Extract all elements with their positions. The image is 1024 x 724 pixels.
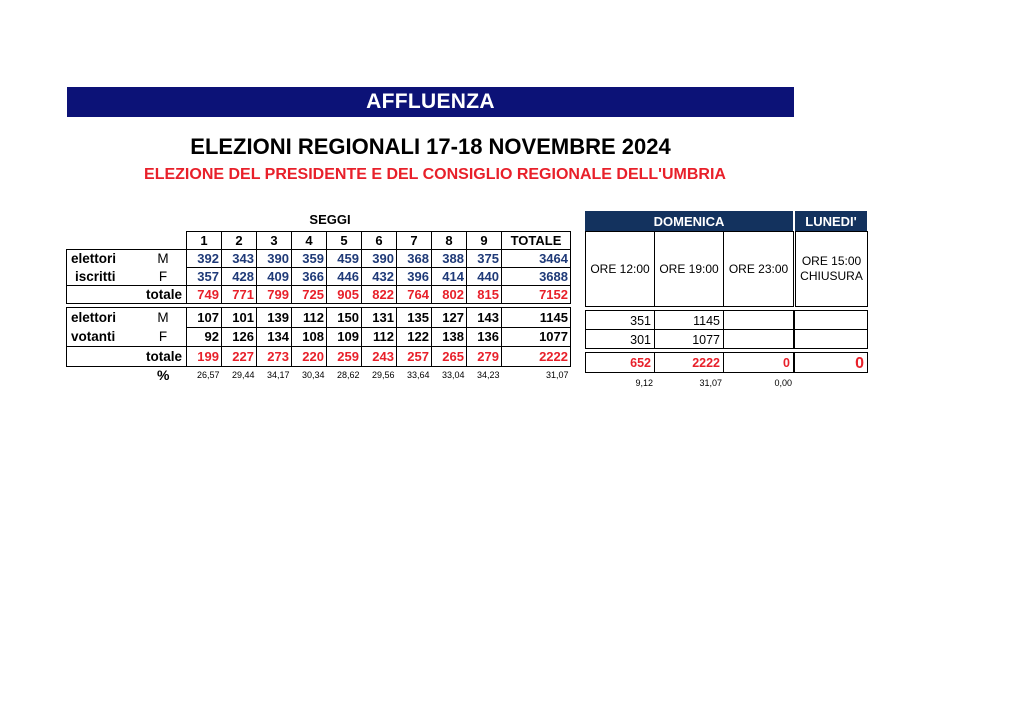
cell: 150 xyxy=(327,308,362,328)
cell: 134 xyxy=(257,327,292,347)
cell: 126 xyxy=(222,327,257,347)
chiusura-label: CHIUSURA xyxy=(800,269,863,283)
table-row-total xyxy=(67,347,571,367)
cell: 227 xyxy=(222,347,257,367)
table-row xyxy=(67,327,571,347)
cell: 101 xyxy=(222,308,257,328)
cell-pct: 33,64 xyxy=(406,370,430,380)
cell: 143 xyxy=(467,308,502,328)
cell: 220 xyxy=(292,347,327,367)
row-label-total: totale xyxy=(145,287,182,302)
cell: 815 xyxy=(467,286,502,304)
cell-total: 2222 xyxy=(502,347,571,367)
cell: 343 xyxy=(222,250,257,268)
pct-23: 0,00 xyxy=(774,378,792,388)
col-header: 8 xyxy=(432,232,467,250)
cell: 257 xyxy=(397,347,432,367)
page-subtitle: ELEZIONE DEL PRESIDENTE E DEL CONSIGLIO REGIONALE DELL'UMBRIA xyxy=(144,166,726,183)
cell: 139 xyxy=(257,308,292,328)
table-row xyxy=(67,250,571,268)
hour-19: ORE 19:00 xyxy=(654,231,724,307)
cell: 131 xyxy=(362,308,397,328)
row-sublabel: M xyxy=(157,251,169,267)
cell-f-15 xyxy=(794,329,868,349)
cell-tot-23: 0 xyxy=(723,352,794,373)
hour-12: ORE 12:00 xyxy=(585,231,655,307)
cell: 771 xyxy=(222,286,257,304)
cell-total: 3688 xyxy=(502,268,571,286)
cell: 390 xyxy=(362,250,397,268)
col-header: 7 xyxy=(397,232,432,250)
cell: 799 xyxy=(257,286,292,304)
cell: 392 xyxy=(187,250,222,268)
cell: 265 xyxy=(432,347,467,367)
cell: 822 xyxy=(362,286,397,304)
cell: 446 xyxy=(327,268,362,286)
cell: 108 xyxy=(292,327,327,347)
cell-tot-19: 2222 xyxy=(654,352,724,373)
cell-total: 3464 xyxy=(502,250,571,268)
cell-pct: 33,04 xyxy=(441,370,465,380)
cell: 396 xyxy=(397,268,432,286)
row-label-total: totale xyxy=(145,349,182,364)
cell: 905 xyxy=(327,286,362,304)
cell-pct: 26,57 xyxy=(196,370,220,380)
cell-pct: 30,34 xyxy=(301,370,325,380)
col-header: 5 xyxy=(327,232,362,250)
cell-pct: 34,17 xyxy=(266,370,290,380)
turnout-table xyxy=(66,231,571,383)
cell-m-23 xyxy=(723,310,794,330)
cell-m-19: 1145 xyxy=(654,310,724,330)
cell-m-12: 351 xyxy=(585,310,655,330)
row-sublabel: F xyxy=(158,329,168,344)
table-row xyxy=(67,308,571,328)
cell-f-23 xyxy=(723,329,794,349)
cell-pct: 34,23 xyxy=(476,370,500,380)
percent-label: % xyxy=(157,367,170,383)
cell-pct: 31,07 xyxy=(545,370,569,380)
row-label: elettori xyxy=(67,250,141,268)
hour-15-chiusura xyxy=(795,231,868,307)
header-lunedi: LUNEDI' xyxy=(795,211,867,231)
cell-total: 7152 xyxy=(502,286,571,304)
hour-23: ORE 23:00 xyxy=(723,231,794,307)
cell: 243 xyxy=(362,347,397,367)
cell: 749 xyxy=(187,286,222,304)
seggi-label: SEGGI xyxy=(309,212,351,227)
table-row xyxy=(67,268,571,286)
cell-pct: 29,56 xyxy=(371,370,395,380)
pct-12: 9,12 xyxy=(635,378,653,388)
row-label: votanti xyxy=(67,327,141,347)
row-label: elettori xyxy=(67,308,141,328)
cell: 375 xyxy=(467,250,502,268)
cell-f-12: 301 xyxy=(585,329,655,349)
cell: 279 xyxy=(467,347,502,367)
cell: 112 xyxy=(292,308,327,328)
cell: 357 xyxy=(187,268,222,286)
col-header: 6 xyxy=(362,232,397,250)
col-header: 3 xyxy=(257,232,292,250)
percent-row xyxy=(67,367,571,384)
cell: 459 xyxy=(327,250,362,268)
col-header: 4 xyxy=(292,232,327,250)
cell: 135 xyxy=(397,308,432,328)
cell: 428 xyxy=(222,268,257,286)
col-header: 2 xyxy=(222,232,257,250)
page-title: ELEZIONI REGIONALI 17-18 NOVEMBRE 2024 xyxy=(190,134,671,159)
cell: 107 xyxy=(187,308,222,328)
col-header: 1 xyxy=(187,232,222,250)
cell: 92 xyxy=(187,327,222,347)
cell: 359 xyxy=(292,250,327,268)
row-label: iscritti xyxy=(67,268,141,286)
cell-total: 1077 xyxy=(502,327,571,347)
hour-15-label: ORE 15:00 xyxy=(801,254,862,268)
cell: 366 xyxy=(292,268,327,286)
cell: 368 xyxy=(397,250,432,268)
banner: AFFLUENZA xyxy=(67,87,794,117)
cell-pct: 28,62 xyxy=(336,370,360,380)
header-domenica: DOMENICA xyxy=(585,211,793,231)
cell: 273 xyxy=(257,347,292,367)
cell-f-19: 1077 xyxy=(654,329,724,349)
header-row xyxy=(67,232,571,250)
cell: 409 xyxy=(257,268,292,286)
cell: 764 xyxy=(397,286,432,304)
cell: 138 xyxy=(432,327,467,347)
cell-tot-15: 0 xyxy=(794,352,868,373)
col-header-total: TOTALE xyxy=(502,232,571,250)
table-row-total xyxy=(67,286,571,304)
cell: 390 xyxy=(257,250,292,268)
cell-tot-12: 652 xyxy=(585,352,655,373)
row-sublabel: M xyxy=(157,310,169,325)
row-sublabel: F xyxy=(158,268,168,284)
cell: 199 xyxy=(187,347,222,367)
cell: 127 xyxy=(432,308,467,328)
cell-m-15 xyxy=(794,310,868,330)
cell: 259 xyxy=(327,347,362,367)
cell: 802 xyxy=(432,286,467,304)
cell: 725 xyxy=(292,286,327,304)
cell: 414 xyxy=(432,268,467,286)
cell: 136 xyxy=(467,327,502,347)
cell-pct: 29,44 xyxy=(231,370,255,380)
col-header: 9 xyxy=(467,232,502,250)
cell: 388 xyxy=(432,250,467,268)
cell: 109 xyxy=(327,327,362,347)
cell-total: 1145 xyxy=(502,308,571,328)
cell: 122 xyxy=(397,327,432,347)
cell: 112 xyxy=(362,327,397,347)
cell: 432 xyxy=(362,268,397,286)
cell: 440 xyxy=(467,268,502,286)
pct-19: 31,07 xyxy=(699,378,722,388)
